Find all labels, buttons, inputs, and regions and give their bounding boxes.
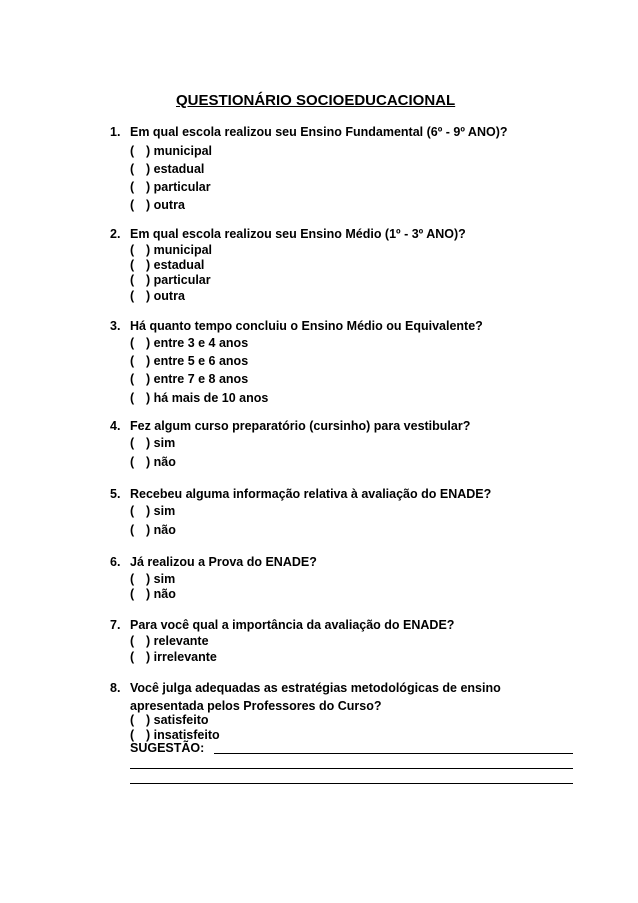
checkbox-open-paren[interactable]: ( xyxy=(130,650,135,664)
checkbox-close-paren[interactable]: ) xyxy=(146,162,151,176)
question-number: 3. xyxy=(110,319,121,333)
checkbox-open-paren[interactable]: ( xyxy=(130,180,135,194)
suggestion-label: SUGESTÃO: xyxy=(130,741,205,755)
checkbox-open-paren[interactable]: ( xyxy=(130,572,135,586)
option-label: estadual xyxy=(153,162,205,176)
question-text: Em qual escola realizou seu Ensino Fundamental (6º - 9º ANO)? xyxy=(130,125,508,139)
option-label: outra xyxy=(153,289,185,303)
question-text: Já realizou a Prova do ENADE? xyxy=(130,555,317,569)
question-text: Você julga adequadas as estratégias metodológicas de ensino xyxy=(130,681,501,695)
question-number: 8. xyxy=(110,681,121,695)
question-number: 1. xyxy=(110,125,121,139)
checkbox-open-paren[interactable]: ( xyxy=(130,504,135,518)
option-label: entre 7 e 8 anos xyxy=(153,372,249,386)
checkbox-close-paren[interactable]: ) xyxy=(146,523,151,537)
checkbox-close-paren[interactable]: ) xyxy=(146,728,151,742)
checkbox-close-paren[interactable]: ) xyxy=(146,391,151,405)
checkbox-open-paren[interactable]: ( xyxy=(130,144,135,158)
answer-option[interactable] xyxy=(130,522,176,538)
checkbox-open-paren[interactable]: ( xyxy=(130,728,135,742)
option-label: sim xyxy=(153,436,176,450)
checkbox-close-paren[interactable]: ) xyxy=(146,587,151,601)
option-label: há mais de 10 anos xyxy=(153,391,269,405)
answer-option[interactable] xyxy=(130,435,175,451)
checkbox-close-paren[interactable]: ) xyxy=(146,455,151,469)
answer-option[interactable] xyxy=(130,633,209,649)
question-text: Há quanto tempo concluiu o Ensino Médio ou Equivalente? xyxy=(130,319,483,333)
question-number: 5. xyxy=(110,487,121,501)
option-label: entre 5 e 6 anos xyxy=(153,354,249,368)
checkbox-close-paren[interactable]: ) xyxy=(146,289,151,303)
checkbox-open-paren[interactable]: ( xyxy=(130,391,135,405)
question-text: Para você qual a importância da avaliação do ENADE? xyxy=(130,618,455,632)
option-label: insatisfeito xyxy=(153,728,220,742)
answer-option[interactable] xyxy=(130,586,176,602)
answer-option[interactable] xyxy=(130,288,185,304)
checkbox-close-paren[interactable]: ) xyxy=(146,243,151,257)
checkbox-close-paren[interactable]: ) xyxy=(146,180,151,194)
checkbox-close-paren[interactable]: ) xyxy=(146,198,151,212)
checkbox-open-paren[interactable]: ( xyxy=(130,289,135,303)
checkbox-close-paren[interactable]: ) xyxy=(146,372,151,386)
checkbox-close-paren[interactable]: ) xyxy=(146,634,151,648)
checkbox-open-paren[interactable]: ( xyxy=(130,455,135,469)
answer-option[interactable] xyxy=(130,649,217,665)
checkbox-close-paren[interactable]: ) xyxy=(146,273,151,287)
option-label: outra xyxy=(153,198,185,212)
option-label: entre 3 e 4 anos xyxy=(153,336,249,350)
question-text: apresentada pelos Professores do Curso? xyxy=(130,699,382,713)
checkbox-open-paren[interactable]: ( xyxy=(130,354,135,368)
answer-option[interactable] xyxy=(130,197,185,213)
answer-option[interactable] xyxy=(130,571,175,587)
checkbox-close-paren[interactable]: ) xyxy=(146,436,151,450)
option-label: irrelevante xyxy=(153,650,217,664)
checkbox-close-paren[interactable]: ) xyxy=(146,713,151,727)
option-label: particular xyxy=(153,180,211,194)
question-number: 2. xyxy=(110,227,121,241)
option-label: relevante xyxy=(153,634,209,648)
question-text: Recebeu alguma informação relativa à avaliação do ENADE? xyxy=(130,487,492,501)
answer-option[interactable] xyxy=(130,143,212,159)
option-label: estadual xyxy=(153,258,205,272)
checkbox-open-paren[interactable]: ( xyxy=(130,713,135,727)
answer-option[interactable] xyxy=(130,179,211,195)
answer-option[interactable] xyxy=(130,272,211,288)
question-text: Fez algum curso preparatório (cursinho) para vestibular? xyxy=(130,419,471,433)
checkbox-open-paren[interactable]: ( xyxy=(130,336,135,350)
checkbox-open-paren[interactable]: ( xyxy=(130,436,135,450)
answer-option[interactable] xyxy=(130,161,204,177)
answer-option[interactable] xyxy=(130,454,176,470)
checkbox-open-paren[interactable]: ( xyxy=(130,243,135,257)
checkbox-close-paren[interactable]: ) xyxy=(146,336,151,350)
suggestion-line[interactable] xyxy=(214,753,573,754)
checkbox-close-paren[interactable]: ) xyxy=(146,354,151,368)
suggestion-line[interactable] xyxy=(130,783,573,784)
option-label: sim xyxy=(153,572,176,586)
checkbox-open-paren[interactable]: ( xyxy=(130,372,135,386)
checkbox-open-paren[interactable]: ( xyxy=(130,273,135,287)
answer-option[interactable] xyxy=(130,257,204,273)
question-number: 7. xyxy=(110,618,121,632)
option-label: não xyxy=(153,587,176,601)
option-label: particular xyxy=(153,273,211,287)
option-label: satisfeito xyxy=(153,713,209,727)
answer-option[interactable] xyxy=(130,242,212,258)
checkbox-open-paren[interactable]: ( xyxy=(130,258,135,272)
checkbox-open-paren[interactable]: ( xyxy=(130,523,135,537)
option-label: não xyxy=(153,455,176,469)
checkbox-open-paren[interactable]: ( xyxy=(130,634,135,648)
checkbox-open-paren[interactable]: ( xyxy=(130,587,135,601)
checkbox-open-paren[interactable]: ( xyxy=(130,162,135,176)
question-text: Em qual escola realizou seu Ensino Médio (1º - 3º ANO)? xyxy=(130,227,466,241)
question-number: 4. xyxy=(110,419,121,433)
option-label: municipal xyxy=(153,144,212,158)
answer-option[interactable] xyxy=(130,712,209,728)
answer-option[interactable] xyxy=(130,353,248,369)
option-label: sim xyxy=(153,504,176,518)
question-number: 6. xyxy=(110,555,121,569)
answer-option[interactable] xyxy=(130,335,248,351)
checkbox-close-paren[interactable]: ) xyxy=(146,144,151,158)
checkbox-open-paren[interactable]: ( xyxy=(130,198,135,212)
answer-option[interactable] xyxy=(130,390,268,406)
answer-option[interactable] xyxy=(130,371,248,387)
page-title: QUESTIONÁRIO SOCIOEDUCACIONAL xyxy=(176,92,456,109)
option-label: não xyxy=(153,523,176,537)
checkbox-close-paren[interactable]: ) xyxy=(146,258,151,272)
answer-option[interactable] xyxy=(130,503,175,519)
checkbox-close-paren[interactable]: ) xyxy=(146,650,151,664)
checkbox-close-paren[interactable]: ) xyxy=(146,504,151,518)
checkbox-close-paren[interactable]: ) xyxy=(146,572,151,586)
option-label: municipal xyxy=(153,243,212,257)
suggestion-line[interactable] xyxy=(130,768,573,769)
